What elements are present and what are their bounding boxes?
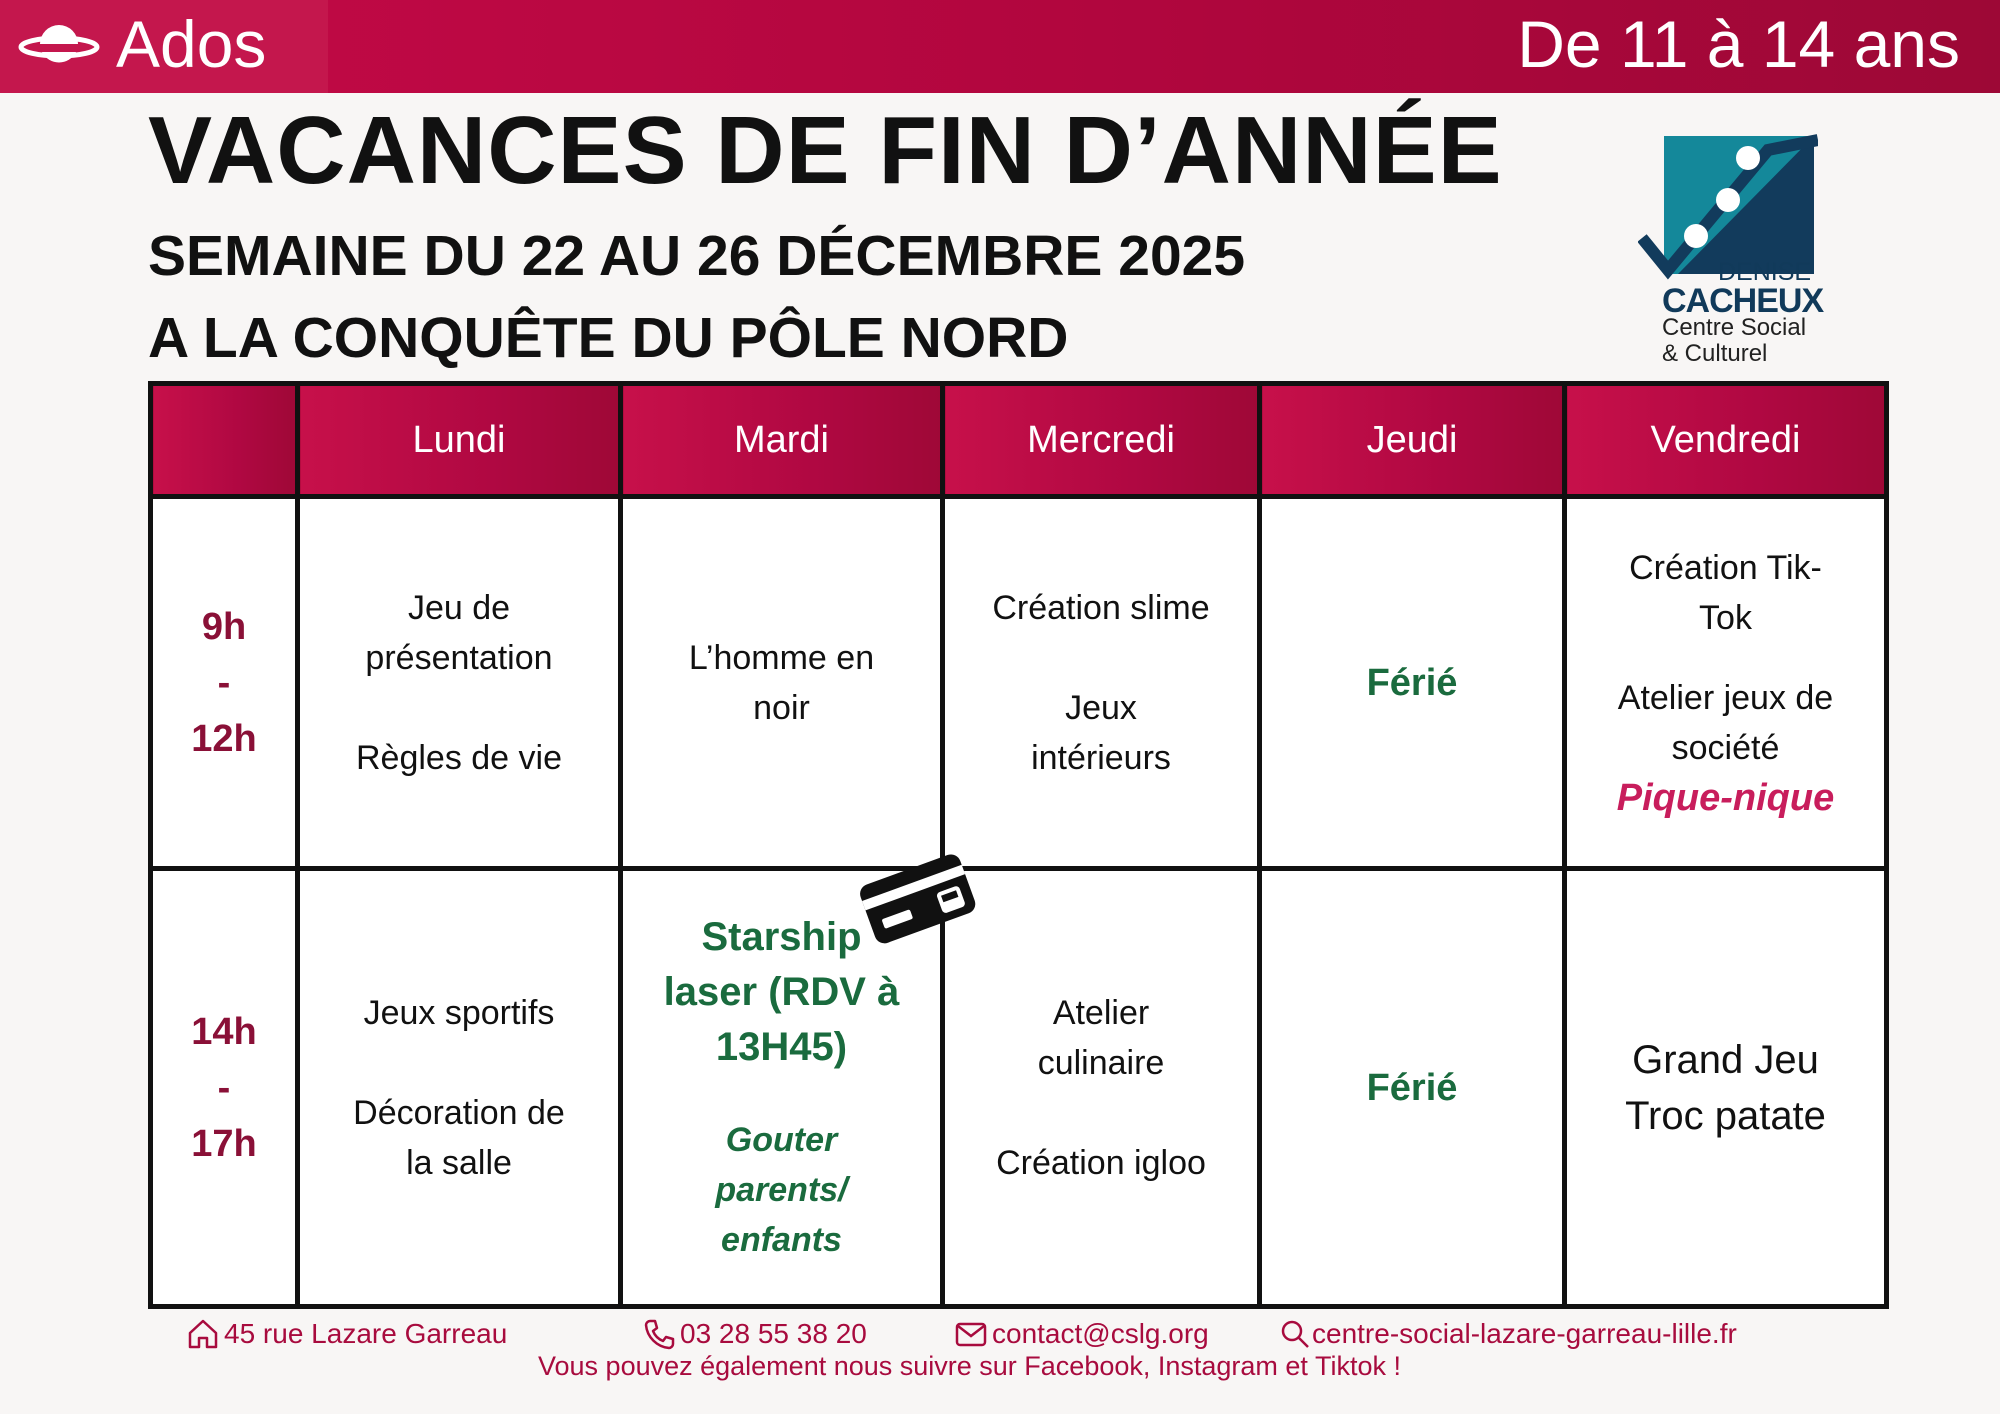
audience-tag (0, 0, 328, 93)
logo-line-centre-social: Centre Social (1662, 314, 1807, 341)
activity-line: Troc patate (1625, 1093, 1826, 1138)
logo-line-denise: DENISE (1718, 258, 1812, 286)
gouter-line: enfants (721, 1221, 842, 1259)
morning-end: 12h (191, 717, 257, 760)
activity-line: Atelier jeux de (1617, 678, 1834, 717)
outing-line: Starship (701, 915, 862, 959)
home-icon (186, 1317, 220, 1351)
footer-email[interactable] (954, 1317, 1209, 1351)
header-jeudi: Jeudi (1260, 384, 1565, 497)
afternoon-vendredi-cell (1565, 869, 1887, 1307)
logo-line-cacheux: CACHEUX (1662, 282, 1824, 320)
mail-icon (954, 1317, 988, 1351)
age-range: De 11 à 14 ans (1517, 7, 1960, 81)
afternoon-jeudi-cell: Férié (1260, 869, 1565, 1307)
activity-line: noir (753, 688, 810, 727)
activity-line: Création Tik- (1629, 548, 1822, 587)
activity-line: Création igloo (996, 1143, 1206, 1182)
phone-icon (642, 1317, 676, 1351)
address-text: 45 rue Lazare Garreau (224, 1318, 508, 1349)
email-link[interactable]: contact@cslg.org (992, 1318, 1209, 1349)
gouter-line: parents/ (715, 1171, 848, 1209)
logo-subline (1662, 315, 1806, 367)
footer (0, 1315, 2000, 1385)
activity-line: présentation (365, 638, 553, 677)
outing-line: 13H45) (715, 1025, 848, 1069)
phone-text[interactable]: 03 28 55 38 20 (680, 1318, 867, 1349)
activity-line: Création slime (992, 588, 1210, 627)
header-lundi: Lundi (298, 384, 621, 497)
activity-line: Décoration de (353, 1093, 565, 1132)
footer-phone[interactable] (642, 1317, 867, 1351)
pique-nique-note: Pique-nique (1616, 776, 1835, 819)
audience-label: Ados (116, 7, 267, 81)
morning-mardi-cell (621, 497, 943, 869)
morning-time-cell (151, 497, 298, 869)
footer-address (186, 1317, 507, 1351)
activity-line: Atelier (1052, 993, 1150, 1032)
afternoon-end: 17h (191, 1122, 257, 1165)
morning-jeudi-cell: Férié (1260, 497, 1565, 869)
activity-line: L’homme en (688, 638, 875, 677)
outing-line: laser (RDV à (663, 970, 900, 1014)
activity-line: la salle (406, 1143, 512, 1182)
afternoon-row (151, 869, 1887, 1307)
morning-vendredi-cell (1565, 497, 1887, 869)
activity-line: Grand Jeu (1632, 1037, 1819, 1082)
afternoon-mercredi-cell (943, 869, 1260, 1307)
website-link[interactable]: centre-social-lazare-garreau-lille.fr (1312, 1318, 1737, 1349)
header-mardi: Mardi (621, 384, 943, 497)
planet-icon (18, 22, 100, 72)
schedule-table (148, 381, 1889, 1309)
header-mercredi: Mercredi (943, 384, 1260, 497)
afternoon-start: 14h (191, 1010, 257, 1053)
page-title: VACANCES DE FIN D’ANNÉE (148, 97, 1503, 204)
corner-cell (151, 384, 298, 497)
centre-logo (1638, 110, 1824, 370)
morning-lundi-cell (298, 497, 621, 869)
day-header-row (151, 384, 1887, 497)
morning-dash: - (217, 661, 231, 704)
activity-line: société (1671, 728, 1780, 767)
gouter-line: Gouter (725, 1121, 838, 1159)
week-subtitle: SEMAINE DU 22 AU 26 DÉCEMBRE 2025 (148, 224, 1246, 288)
morning-mercredi-cell (943, 497, 1260, 869)
activity-line: Jeux (1065, 688, 1137, 727)
morning-row (151, 497, 1887, 869)
theme-subtitle: A LA CONQUÊTE DU PÔLE NORD (148, 306, 1069, 370)
search-icon (1278, 1317, 1312, 1351)
header-vendredi: Vendredi (1565, 384, 1887, 497)
activity-line: intérieurs (1031, 738, 1171, 777)
afternoon-dash: - (217, 1066, 231, 1109)
activity-line: Jeux sportifs (363, 993, 555, 1032)
footer-website[interactable] (1278, 1317, 1737, 1351)
transport-card-icon (854, 850, 980, 944)
afternoon-time-cell (151, 869, 298, 1307)
social-note: Vous pouvez également nous suivre sur Facebook, Instagram et Tiktok ! (538, 1351, 1401, 1381)
morning-start: 9h (201, 605, 247, 648)
activity-line: Règles de vie (355, 738, 562, 777)
activity-line: Jeu de (407, 588, 511, 627)
activity-line: Tok (1699, 598, 1752, 637)
logo-line-culturel: & Culturel (1662, 340, 1768, 367)
activity-line: culinaire (1037, 1043, 1165, 1082)
afternoon-lundi-cell (298, 869, 621, 1307)
